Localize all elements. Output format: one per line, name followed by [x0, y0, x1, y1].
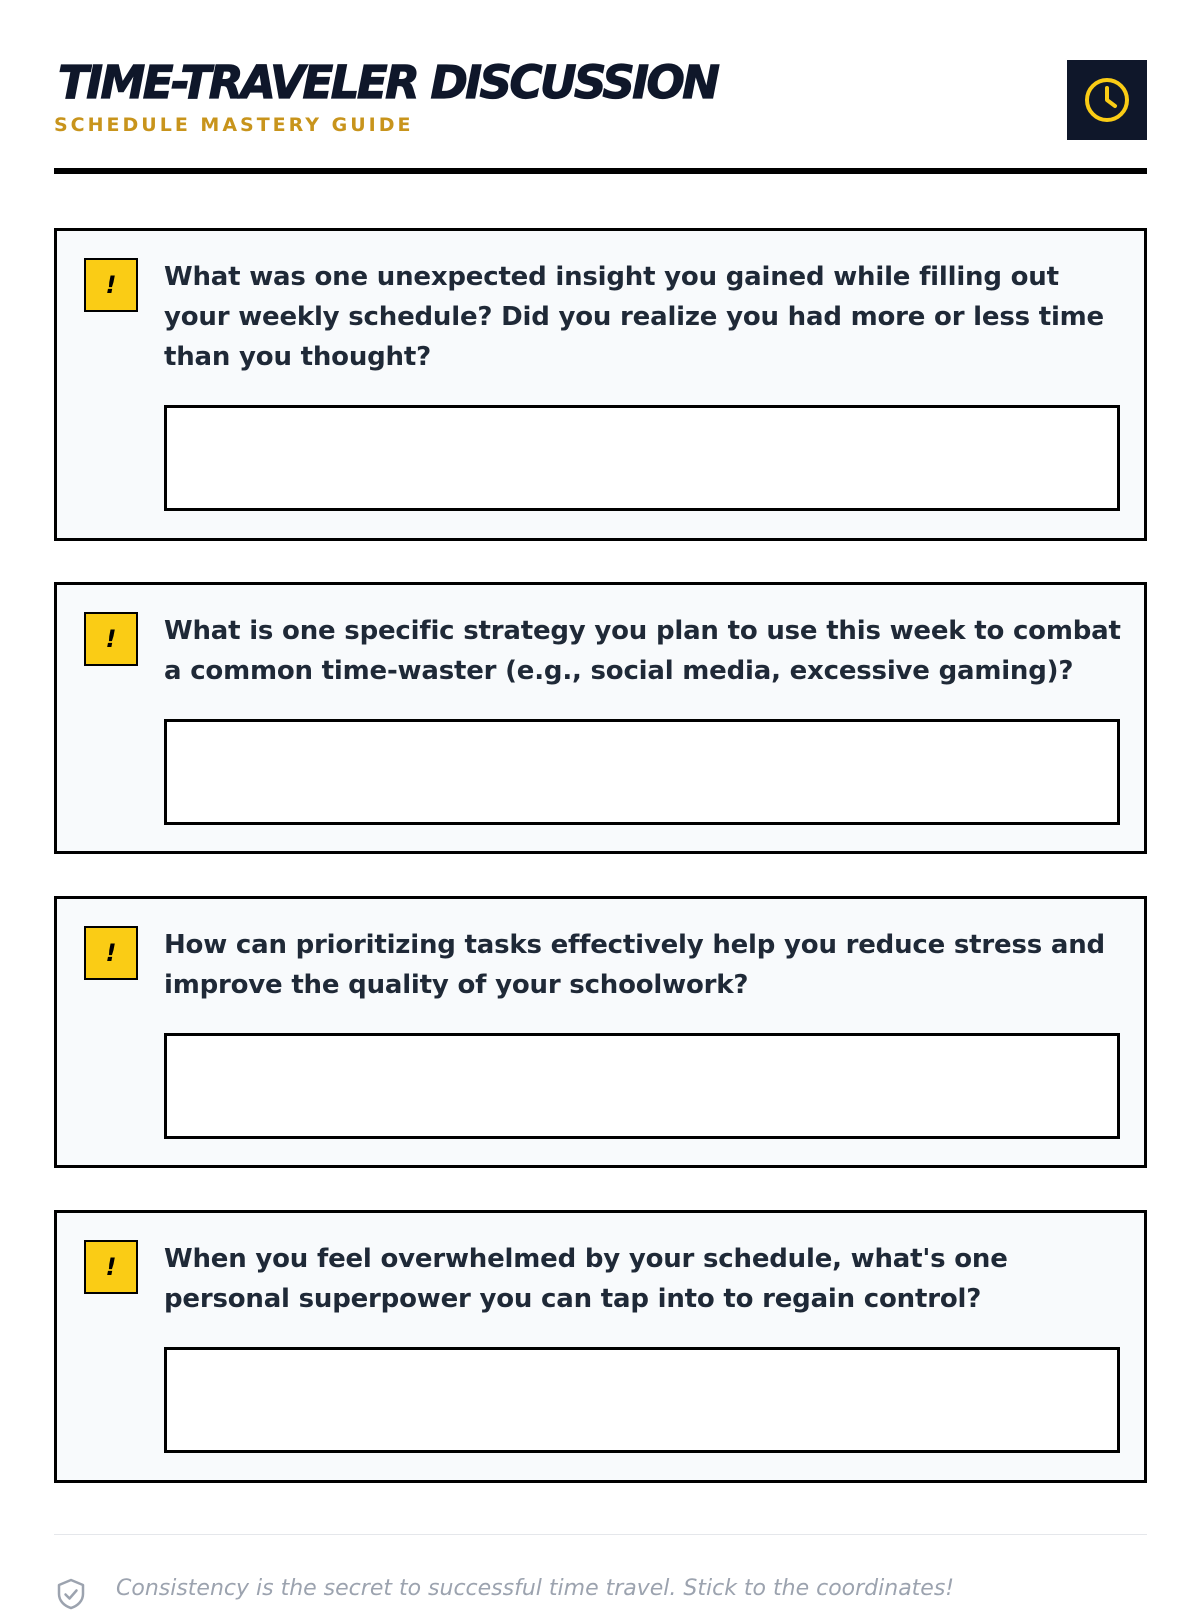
answer-field-3[interactable] [164, 1033, 1120, 1139]
footer-divider [54, 1534, 1147, 1535]
question-card-1 [54, 228, 1147, 541]
alert-badge-icon: ! [84, 1240, 138, 1294]
question-text-3: How can prioritizing tasks effectively help you reduce stress and improve the quality of your schoolwork? [164, 930, 1105, 1000]
question-text-4: When you feel overwhelmed by your schedule, what's one personal superpower you can tap into to regain control? [164, 1244, 1008, 1314]
answer-field-4[interactable] [164, 1347, 1120, 1453]
page-footer [54, 1576, 1147, 1612]
alert-badge-icon: ! [84, 612, 138, 666]
page-title: TIME-TRAVELER DISCUSSION [58, 56, 718, 109]
alert-badge-icon: ! [84, 258, 138, 312]
question-text-1: What was one unexpected insight you gained while filling out your weekly schedule? Did you realize you had more or less time than you thought? [164, 262, 1104, 372]
alert-badge-icon: ! [84, 926, 138, 980]
clock-icon [1082, 75, 1132, 125]
answer-field-2[interactable] [164, 719, 1120, 825]
shield-check-icon [56, 1578, 86, 1610]
question-card-4 [54, 1210, 1147, 1483]
page-header [54, 58, 1147, 174]
question-text-2: What is one specific strategy you plan to use this week to combat a common time-waster (e.g., social media, excessive gaming)? [164, 616, 1121, 686]
answer-field-1[interactable] [164, 405, 1120, 511]
worksheet-page [54, 0, 1147, 1600]
question-card-3 [54, 896, 1147, 1168]
footer-motto: Consistency is the secret to successful time travel. Stick to the coordinates! [116, 1576, 955, 1601]
page-subtitle: SCHEDULE MASTERY GUIDE [54, 114, 414, 136]
clock-logo [1067, 60, 1147, 140]
question-card-2 [54, 582, 1147, 854]
